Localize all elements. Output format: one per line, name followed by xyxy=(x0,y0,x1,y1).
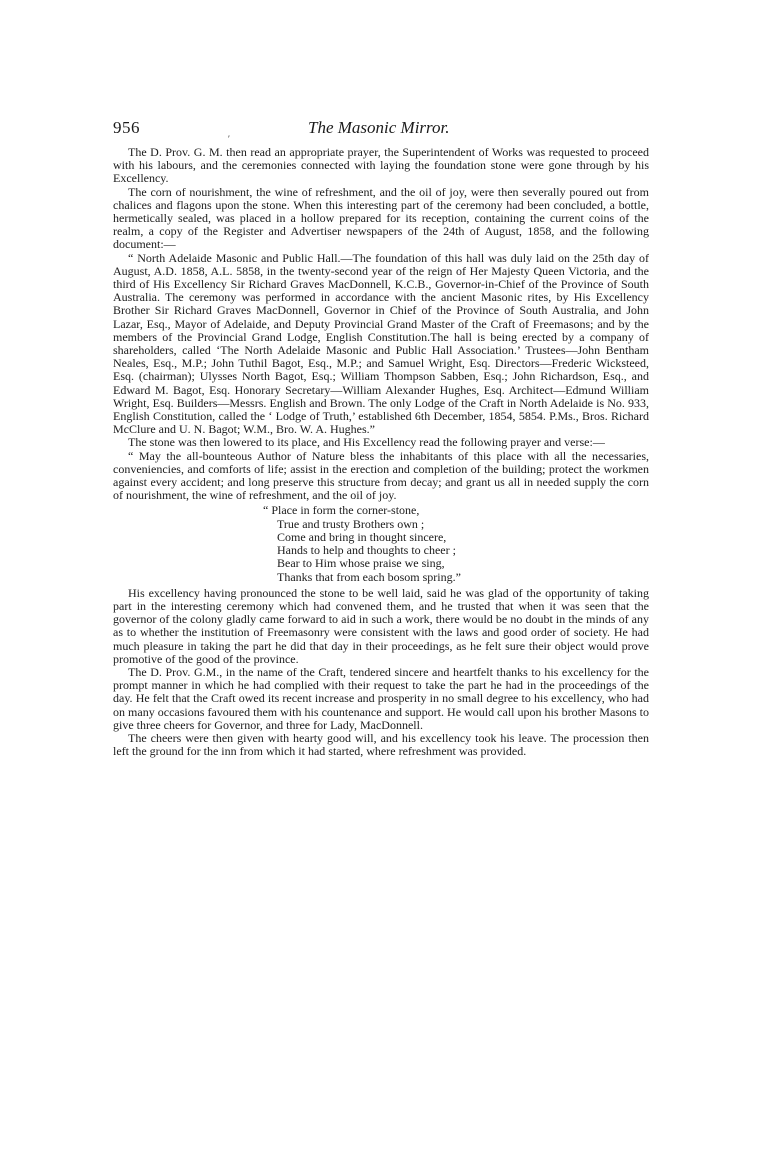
verse-line: Bear to Him whose praise we sing, xyxy=(277,556,445,571)
running-title: The Masonic Mirror. xyxy=(308,118,450,137)
verse-line: Thanks that from each bosom spring.” xyxy=(277,569,461,584)
article-body xyxy=(113,146,649,758)
verse-line: Hands to help and thoughts to cheer ; xyxy=(277,543,456,558)
verse-block xyxy=(263,504,649,583)
paragraph-consecration: The corn of nourishment, the wine of refreshment, and the oil of joy, were then severally poured out from chalices and flagons upon the stone. When this interesting part of the ceremony had been concluded, a bottle, hermetically sealed, was placed in a hollow prepared for its reception, containing the current coins of the realm, a copy of the Register and Advertiser newspapers of the 24th of August, 1858, and the following document:— xyxy=(113,184,649,252)
paragraph-prayer: The D. Prov. G. M. then read an appropriate prayer, the Superintendent of Works was requested to proceed with his labours, and the ceremonies connected with laying the foundation stone were gone through by his Excellency. xyxy=(113,145,649,186)
page-header xyxy=(113,118,649,146)
document-page xyxy=(113,118,649,758)
verse-line: “ Place in form the corner-stone, xyxy=(263,503,420,518)
paragraph-stone-lowered: The stone was then lowered to its place, and His Excellency read the following prayer and verse:— xyxy=(128,435,605,450)
paragraph-document: “ North Adelaide Masonic and Public Hall.—The foundation of this hall was duly laid on the 25th day of August, A.D. 1858, A.L. 5858, in the twenty-second year of the reign of Her Majesty Queen Victoria, and the third of His Excellency Sir Richard Graves MacDonnell, K.C.B., Governor-in-Chief of the Province of South Australia. The ceremony was performed in accordance with the ancient Masonic rites, by His Excellency Brother Sir Richard Graves MacDonnell, Governor in Chief of the Province of South Australia, and John Lazar, Esq., Mayor of Adelaide, and Deputy Provincial Grand Master of the Craft of Freemasons; and by the members of the Provincial Grand Lodge, English Constitution.The hall is being erected by a company of shareholders, called ‘The North Adelaide Masonic and Public Hall Association.’ Trustees—John Bentham Neales, Esq., M.P.; John Tuthil Bagot, Esq., M.P.; and Samuel Wright, Esq. Directors—Frederic Wicksteed, Esq. (chairman); Ulysses North Bagot, Esq.; William Thompson Sabben, Esq.; John Richardson, Esq., and Edward M. Bagot, Esq. Honorary Secretary—William Alexander Hughes, Esq. Architect—Edmund William Wright, Esq. Builders—Messrs. English and Brown. The only Lodge of the Craft in North Adelaide is No. 933, English Constitution, called the ‘ Lodge of Truth,’ established 6th December, 1854, 5854. P.Ms., Bros. Richard McClure and U. N. Bagot; W.M., Bro. W. A. Hughes.” xyxy=(113,250,649,437)
paragraph-thanks: The D. Prov. G.M., in the name of the Craft, tendered sincere and heartfelt thanks to his excellency for the prompt manner in which he had complied with their request to take the part he had in the proceedings of the day. He felt that the Craft owed its recent increase and prosperity in no small degree to his excellency, who had on many occasions favoured them with his countenance and support. He would call upon his brother Masons to give three cheers for Governor, and three for Lady, MacDonnell. xyxy=(113,664,649,732)
page-number: 956 xyxy=(113,118,140,137)
paragraph-governor-speech: His excellency having pronounced the stone to be well laid, said he was glad of the opportunity of taking part in the interesting ceremony which had convened them, and he trusted that when it was seen that the governor of the colony gladly came forward to aid in such a work, there would be no doubt in the minds of any as to whether the institution of Freemasonry were consistent with the laws and good order of society. He had much pleasure in taking the part he did that day in their proceedings, as he felt sure their object would prove promotive of the good of the province. xyxy=(113,585,649,666)
verse-line: True and trusty Brothers own ; xyxy=(277,516,425,531)
paragraph-blessing: “ May the all-bounteous Author of Nature bless the inhabitants of this place with all the necessaries, conveniencies, and comforts of life; assist in the erection and completion of the building; protect the workmen against every accident; and long preserve this structure from decay; and grant us all in needed supply the corn of nourishment, the wine of refreshment, and the oil of joy. xyxy=(113,448,649,503)
paragraph-cheers: The cheers were then given with hearty good will, and his excellency took his leave. The procession then left the ground for the inn from which it had started, where refreshment was provided. xyxy=(113,730,649,759)
tick-mark: ′ xyxy=(228,134,230,144)
verse-line: Come and bring in thought sincere, xyxy=(277,529,447,544)
